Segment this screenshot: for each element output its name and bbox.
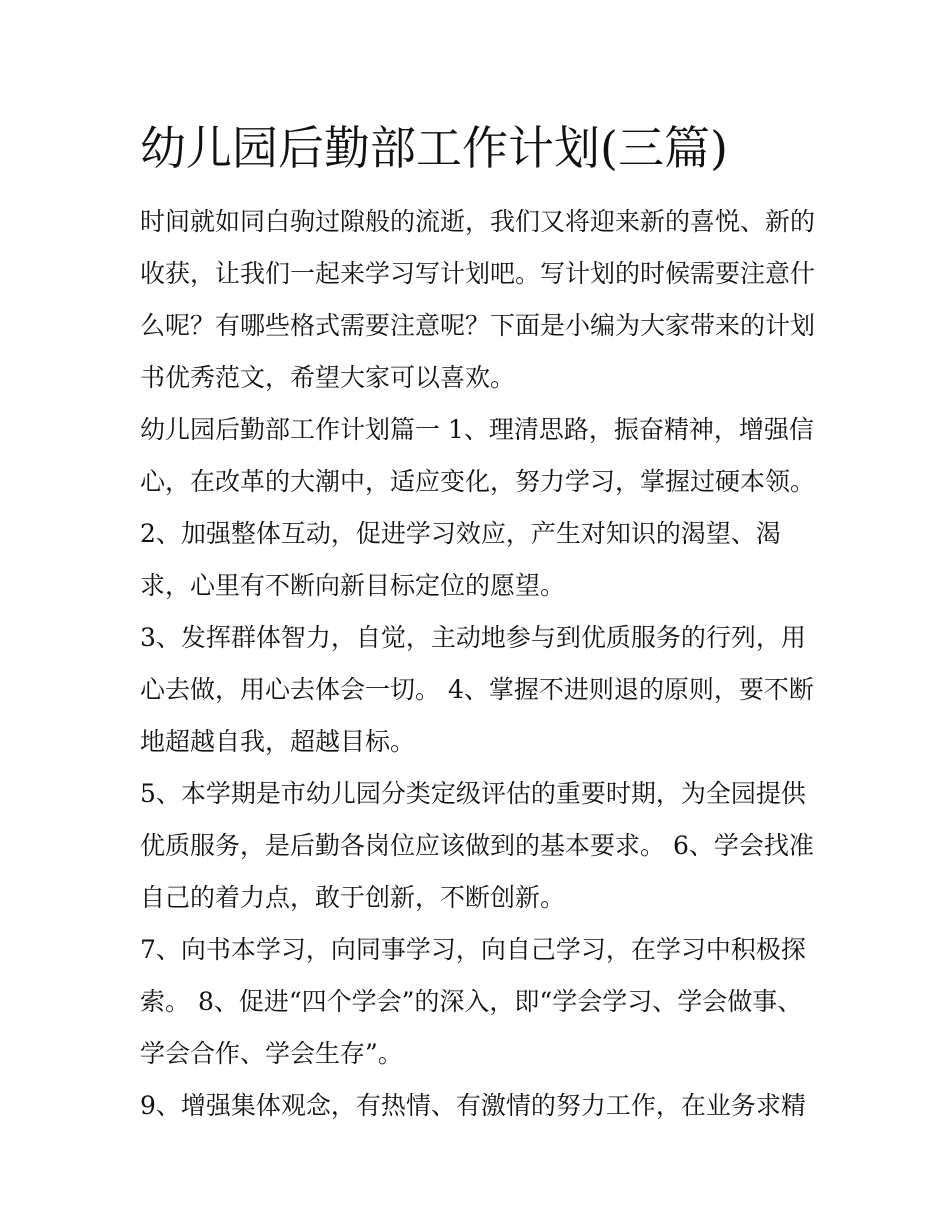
body-line: 心，在改革的大潮中，适应变化，努力学习，掌握过硬本领。 <box>140 467 816 496</box>
body-line: 学会合作、学会生存”。 <box>140 1039 403 1068</box>
body-line: 地超越自我，超越目标。 <box>140 727 416 756</box>
body-line: 9、增强集体观念，有热情、有激情的努力工作，在业务求精 <box>140 1091 806 1120</box>
body-line: 时间就如同白驹过隙般的流逝，我们又将迎来新的喜悦、新的 <box>140 207 816 236</box>
body-line: 么呢？有哪些格式需要注意呢？下面是小编为大家带来的计划 <box>140 311 816 340</box>
body-line: 3、发挥群体智力，自觉，主动地参与到优质服务的行列，用 <box>140 623 806 652</box>
page-title: 幼儿园后勤部工作计划(三篇) <box>140 121 728 175</box>
body-line: 2、加强整体互动，促进学习效应，产生对知识的渴望、渴 <box>140 519 781 548</box>
body-line: 求，心里有不断向新目标定位的愿望。 <box>140 571 566 600</box>
body-line: 优质服务，是后勤各岗位应该做到的基本要求。 6、学会找准 <box>140 831 814 860</box>
body-line: 书优秀范文，希望大家可以喜欢。 <box>140 363 516 392</box>
body-line: 心去做，用心去体会一切。 4、掌握不进则退的原则，要不断 <box>140 675 814 704</box>
body-line: 幼儿园后勤部工作计划篇一 1、理清思路，振奋精神，增强信 <box>140 415 814 444</box>
body-line: 自己的着力点，敢于创新，不断创新。 <box>140 883 566 912</box>
body-line: 7、向书本学习，向同事学习，向自己学习，在学习中积极探 <box>140 935 806 964</box>
body-line: 索。 8、促进“四个学会”的深入，即“学会学习、学会做事、 <box>140 987 803 1016</box>
body-line: 收获，让我们一起来学习写计划吧。写计划的时候需要注意什 <box>140 259 816 288</box>
body-line: 5、本学期是市幼儿园分类定级评估的重要时期，为全园提供 <box>140 779 806 808</box>
